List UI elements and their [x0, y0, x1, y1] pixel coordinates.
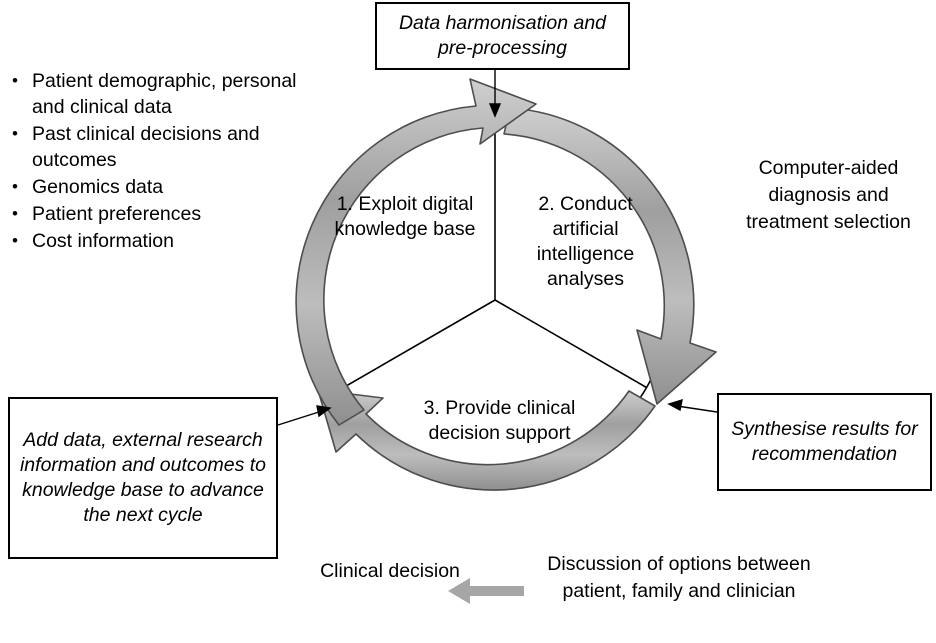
arc-arrow-left: [296, 79, 536, 425]
segment-label-1: [330, 192, 480, 242]
discussion-label: Discussion of options between patient, family and clinician: [547, 553, 811, 602]
list-item: [6, 68, 306, 120]
label-clinical-decision: [320, 558, 460, 585]
list-item: [6, 174, 306, 200]
bullet-marker: •: [12, 231, 18, 250]
clinical-decision-label: Clinical decision: [320, 560, 460, 582]
segment-1-text: 1. Exploit digital knowledge base: [334, 193, 476, 240]
segment-3-text: 3. Provide clinical decision support: [423, 397, 576, 444]
bullet-marker: •: [12, 71, 18, 90]
list-item-label: Genomics data: [32, 176, 164, 198]
bullet-marker: •: [12, 177, 18, 196]
list-item: [6, 201, 306, 227]
list-item: [6, 228, 306, 254]
bullet-marker: •: [12, 204, 18, 223]
connector-right: [669, 400, 717, 412]
callout-right-label: Synthesise results for recommendation: [731, 418, 918, 465]
label-computer-aided-diagnosis: [726, 155, 931, 236]
segment-label-2: [508, 192, 663, 292]
list-item-label: Past clinical decisions and outcomes: [32, 123, 260, 171]
input-data-bullet-list: [6, 68, 306, 255]
callout-synthesise-results: [717, 393, 932, 491]
list-item: [6, 121, 306, 173]
bullet-marker: •: [12, 124, 18, 143]
list-item-label: Patient demographic, personal and clinical data: [32, 70, 297, 118]
connector-left: [278, 406, 330, 425]
label-discussion-of-options: [534, 551, 824, 605]
callout-left-label: Add data, external research information and outcomes to knowledge base to advance the next cycle: [19, 429, 267, 526]
list-item-label: Cost information: [32, 230, 174, 252]
callout-add-data: [8, 397, 278, 559]
callout-data-harmonisation: [375, 2, 630, 70]
list-item-label: Patient preferences: [32, 203, 202, 225]
computer-aided-label: Computer-aided diagnosis and treatment selection: [746, 157, 911, 233]
segment-2-text: 2. Conduct artificial intelligence analyses: [536, 193, 635, 290]
callout-top-label: Data harmonisation and pre-processing: [398, 12, 607, 59]
segment-label-3: [392, 396, 607, 446]
